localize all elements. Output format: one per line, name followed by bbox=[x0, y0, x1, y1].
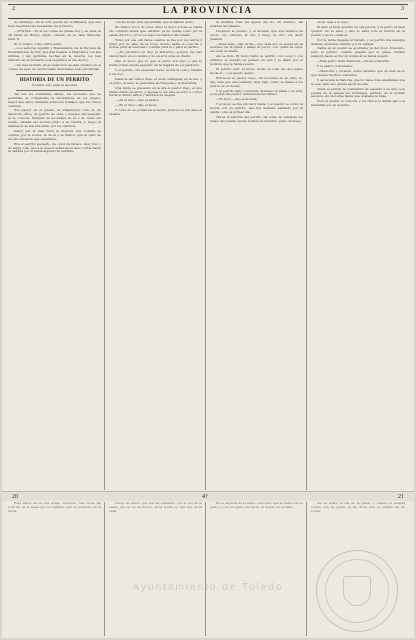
paragraph: —¡Es el mío!—dijo el pastor. bbox=[115, 98, 160, 103]
masthead-rule bbox=[8, 18, 408, 19]
paragraph: Y el perrito salió corriendo, atravesó la plaza y se echó a los pies del pastor, lamiéndole las manos. bbox=[210, 88, 303, 97]
section-divider bbox=[16, 90, 93, 91]
paragraph: Debió ser la más dura la historia que todavía se cuenta, por la noche; la de él y su Pastor, que al cabo de un año tuvieron que separarse. bbox=[8, 128, 101, 141]
paragraph: Tenía el perrito la costumbre de esperar a su amo a la puerta de la iglesia los domingos, sentado en el primer escalón, sin moverse hasta que acababa la misa. bbox=[311, 86, 405, 99]
section-divider bbox=[16, 74, 93, 75]
lower-column-2 bbox=[109, 502, 206, 636]
paragraph: Entonces el pastor viejo, sin moverse de su sitio, no dijo más que una palabra, muy bajo, como se llama a los perros en el monte. bbox=[210, 75, 303, 88]
paragraph: Así se acaba el día de la plaza, y cuando el alcalde vuelve con su gente, se ha dicho que su perrito ha de volver. bbox=[311, 502, 405, 513]
paragraph: —Este perro tiene memoria,—decía el alcalde. bbox=[317, 59, 390, 64]
paragraph: —VENTAS.—Es el uso toma de plazas hoy y en esta, al 30 varas de Burgo, tejido, situado en la calle Mayoral, num. 8. bbox=[8, 28, 101, 41]
page-number-right: 3 bbox=[401, 6, 404, 12]
paragraph: Luego de nuevo que nos ha señalado, con la voz de la plaza, que no se ha hecho, en la noche, lo que hay en la calle. bbox=[109, 502, 202, 513]
paragraph: El perrito miró al mozo, movió la cola, dio dos pasos hacia él… y se quedó quieto. bbox=[210, 66, 303, 75]
paragraph: El amo es bien querido de sus perros, y el perro es bien querido de su amo; y esto lo sabe todo el mundo en el pueblo y en la comarca. bbox=[311, 24, 405, 37]
paragraph: en su casa a lo suyo. bbox=[317, 21, 350, 24]
paragraph: Una tarde se presentó en la era el pastor viejo, el que había criado al perro; y apenas lo vio éste se echó a correr hacia él dando saltos y ladridos de alegría. bbox=[109, 85, 202, 98]
paragraph: En menos poco de unos ratos el mozo Lucas se había ido contento hasta que, estando ya de vuelta, tomó por la senda del río y oyó a los lejos los balidos del rebaño. bbox=[109, 24, 202, 37]
paragraph: Llegaron al pueblo, y el alcalde, que era hombre de juicio, oyó primero al uno y luego al otro, sin decir palabra. bbox=[210, 28, 303, 41]
lower-column-4 bbox=[311, 502, 408, 636]
paragraph: Todo el pueblo lo conocía, y los chicos le daban pan y le llamaban por su nombre. bbox=[311, 99, 405, 108]
paragraph: —Pues bien,—dijo al fin,—que cada uno se ponga en un extremo de la plaza y llame al perro; con quien se vaya, ése será su dueño. bbox=[210, 41, 304, 54]
article-columns bbox=[8, 21, 408, 490]
page-fold bbox=[2, 491, 414, 501]
paragraph: Y el pastor contestaba: bbox=[317, 64, 354, 69]
paragraph: Es lo mismo come carta venta. bbox=[14, 41, 63, 46]
column-2 bbox=[109, 21, 206, 490]
paragraph: Tal es la historia del perrito, tal como la contaban los viejos del pueblo en las noches de invierno, junto al fuego. bbox=[210, 114, 303, 123]
paragraph: —¡Es el mío!—dijo el mozo. bbox=[115, 103, 158, 108]
paragraph: Tomó por esa, sin darse cuenta, se fue por los cerros y entró por la calle de la Cruz, donde nadie le conocía y donde pidió al mesonero comida para él y para el perrito. bbox=[109, 37, 202, 50]
page-number-left: 2 bbox=[12, 6, 15, 12]
paragraph: Y así acaba la historia, que no tiene más enseñanza que la que cada uno quiera sacar de ella. bbox=[311, 77, 405, 86]
newspaper-page bbox=[2, 2, 414, 638]
next-page-columns bbox=[8, 502, 408, 636]
page-number-bottom-center: 4? bbox=[202, 494, 208, 500]
paragraph: —Los señores Agustin y Bustamante, de la Escuela de Sembradores de Sur, que han llegado a Mejicanos con sus últimas y las pérdidas hechas en la Guerra, los han referido en el Gobierno a la república el día de hoy. bbox=[8, 46, 101, 63]
story-subheading: (Cuento sólo para la escena) bbox=[32, 83, 77, 88]
story-heading: HISTORIA DE UN PERRITO bbox=[19, 77, 90, 83]
paragraph: Tal vez los cuentistas saben, los leoneses que se permitan, al compararle la decadencia en los juegos, mejor que estos, también, sobre los trabajos que los chicos cuentan. bbox=[8, 91, 101, 108]
archive-watermark: Ayuntamiento de Toledo bbox=[132, 582, 284, 593]
paragraph: En la seguida de la mano conocida, que se daba con su perro; y con un palmo de tierra, la fuente en el valle. bbox=[210, 502, 303, 509]
lower-column-1 bbox=[8, 502, 105, 636]
paragraph: Por la tarde llegaba el rebaño, y el perrito iba siempre delante, abriendo camino por la cañada. bbox=[311, 37, 405, 46]
paragraph: Era el perrito pequeño, de color de tabaco, muy vivo y de larga cola, que a la menor señal de su amo corría hasta la cañada por si había alguna res perdida. bbox=[8, 141, 101, 154]
paragraph: Y el mozo se fue sin decir nada, y el pastor se volvió al monte con su perrito, que iba delante, saltando por la senda como el primer día. bbox=[210, 102, 303, 115]
paragraph: Y el perrito, sin entender nada, movía la cola y miraba a los dos. bbox=[109, 67, 202, 76]
paragraph: —Es tuyo,—dijo el alcalde. bbox=[216, 97, 258, 102]
column-3 bbox=[210, 21, 307, 490]
paragraph: Dijo el mozo que sí; que el perro era suyo y que lo había criado desde pequeño en la majada de los pastores. bbox=[109, 59, 202, 68]
paragraph: de embargo, sin su brio puede ser la Habana, que una bien repetidas las mudanzas de gobierno. bbox=[8, 21, 101, 28]
paragraph: —Memoria y corazón, señor alcalde; que es más de lo que tienen muchos cristianos. bbox=[311, 68, 405, 77]
page-number-bottom-left: 20 bbox=[12, 494, 18, 500]
column-4 bbox=[311, 21, 408, 490]
paragraph: Pasaron así varios días; el mozo trabajaba en la era, y el perro, al lado, le guardaba la chaqueta y la merienda. bbox=[109, 76, 202, 85]
paragraph: Este diario da en sus notas, conviene, tres veces las noticias en la mesa por la mañana, que se publican en la tarde. bbox=[8, 502, 101, 513]
paragraph: —¿Es perdido?—le dijo el labrador,—porque me has encontrado en el camino y no sé si tú eres su dueño. bbox=[109, 50, 202, 59]
paragraph: Nadie en el pueblo se acordaba ya del mozo forastero, pero el perrito, cuando pasaba por la plaza, miraba siempre hacia el rincón donde él se había puesto. bbox=[311, 46, 405, 59]
lower-column-3 bbox=[210, 502, 307, 636]
page-number-bottom-right: 21 bbox=[398, 494, 404, 500]
paragraph: con las horas muy aprendidas que le habian dado. bbox=[115, 21, 194, 24]
paragraph: Y como no se ponían de acuerdo, fueron los dos ante el alcalde. bbox=[109, 108, 202, 117]
paragraph: Era pastor en el pueblo de Villamuriel, todo él, de dieciocho años, un perrito de caza, y aunque era pequeño se le conocía. Ninguno se acordaba de él; y él, como sin dueño, pasaba las noches junto a la cuadra, y luego al amanecer se iba buscando por los caminos. bbox=[8, 108, 101, 129]
paragraph: Así se hizo. El mozo llamó al perrito con voces y con silbidos; le enseñó un pedazo de pan y le llamó por el nombre que le había puesto. bbox=[210, 54, 303, 67]
column-1 bbox=[8, 21, 105, 490]
masthead-title: LA PROVINCIA bbox=[162, 5, 254, 15]
paragraph: la alcaldía, tras las aguas del río, en silencio, las pisadas del ganado. bbox=[210, 21, 303, 28]
paragraph: —Se han recibido en la redacción de esta ciudad con el correo de ayer de los Escuelas nacionales a las provincias. bbox=[8, 63, 101, 71]
